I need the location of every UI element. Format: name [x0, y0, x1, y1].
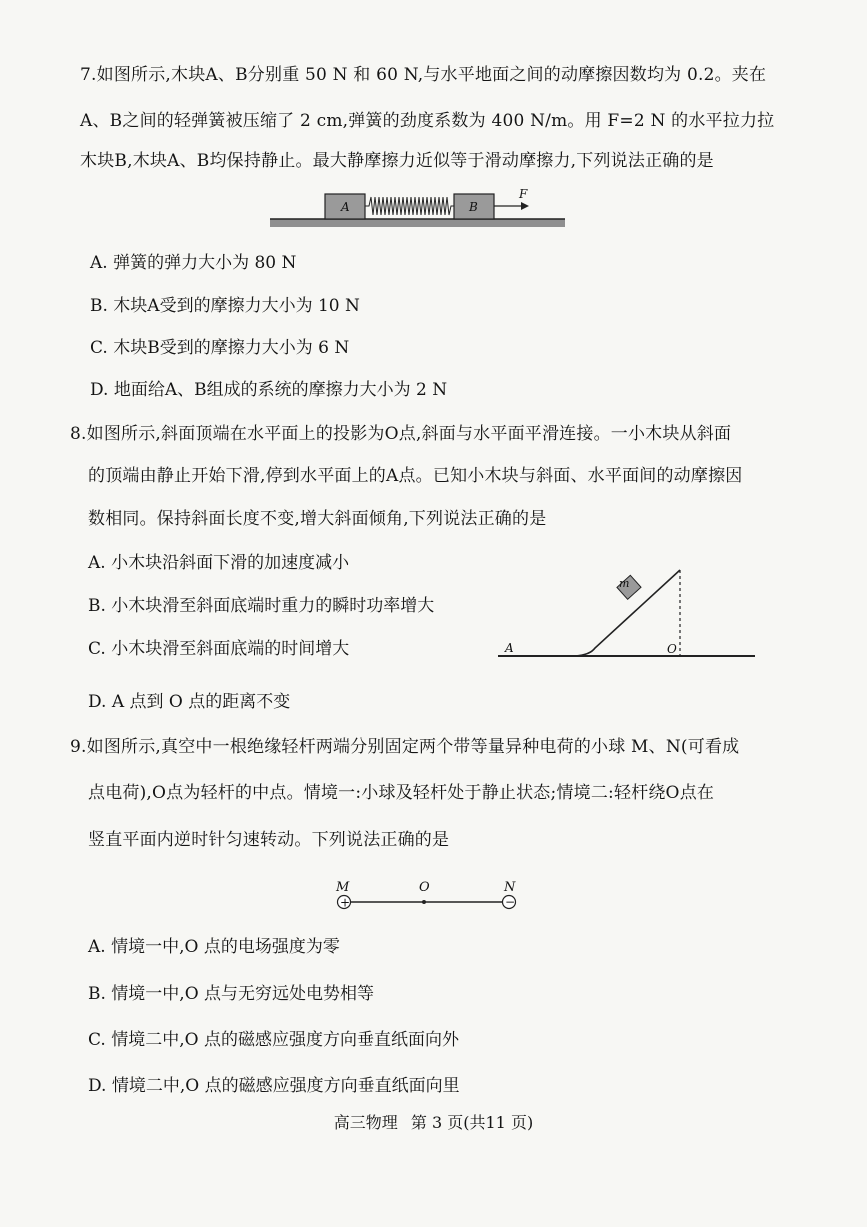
q9-label-m: M — [336, 880, 350, 895]
q7-figure — [265, 182, 570, 230]
q7-spring — [365, 197, 454, 215]
q7-stem-line-2: A、B之间的轻弹簧被压缩了 2 cm,弹簧的劲度系数为 400 N/m。用 F=2 N 的水平拉力拉 — [80, 111, 775, 131]
q9-option-a: A. 情境一中,O 点的电场强度为零 — [88, 937, 340, 957]
q9-option-b: B. 情境一中,O 点与无穷远处电势相等 — [88, 984, 375, 1004]
q9-option-c: C. 情境二中,O 点的磁感应强度方向垂直纸面向外 — [88, 1030, 459, 1050]
q7-stem-line-3: 木块B,木块A、B均保持静止。最大静摩擦力近似等于滑动摩擦力,下列说法正确的是 — [80, 151, 714, 171]
q8-option-d: D. A 点到 O 点的距离不变 — [88, 692, 291, 712]
q9-label-n: N — [504, 880, 516, 895]
q7-label-b: B — [469, 200, 478, 214]
q7-stem-line-1: 7.如图所示,木块A、B分别重 50 N 和 60 N,与水平地面之间的动摩擦因数均为 0.2。夹在 — [80, 65, 767, 85]
q7-option-a: A. 弹簧的弹力大小为 80 N — [90, 253, 297, 273]
q9-minus-sign: − — [505, 895, 516, 909]
q8-label-o: O — [667, 642, 677, 656]
q8-label-a: A — [505, 641, 514, 655]
q7-label-a: A — [341, 200, 350, 214]
q8-figure — [495, 560, 760, 665]
q9-point-o — [422, 900, 426, 904]
q8-option-a: A. 小木块沿斜面下滑的加速度减小 — [88, 553, 350, 573]
footer-page-number: 第 3 页(共11 页) — [410, 1113, 534, 1132]
page-footer — [0, 1113, 867, 1133]
q8-label-m: m — [619, 577, 630, 590]
q7-option-d: D. 地面给A、B组成的系统的摩擦力大小为 2 N — [90, 380, 448, 400]
q9-label-o: O — [419, 880, 430, 895]
q9-stem-line-1: 9.如图所示,真空中一根绝缘轻杆两端分别固定两个带等量异种电荷的小球 M、N(可看成 — [70, 737, 740, 757]
q9-plus-sign: + — [340, 895, 351, 910]
footer-subject: 高三物理 — [333, 1113, 398, 1132]
q8-stem-line-3: 数相同。保持斜面长度不变,增大斜面倾角,下列说法正确的是 — [88, 509, 547, 529]
q7-option-b: B. 木块A受到的摩擦力大小为 10 N — [90, 296, 360, 316]
q9-stem-line-2: 点电荷),O点为轻杆的中点。情境一:小球及轻杆处于静止状态;情境二:轻杆绕O点在 — [88, 783, 715, 803]
q8-option-b: B. 小木块滑至斜面底端时重力的瞬时功率增大 — [88, 596, 435, 616]
q9-figure — [325, 875, 525, 915]
q7-option-c: C. 木块B受到的摩擦力大小为 6 N — [90, 338, 350, 358]
q7-ground — [270, 219, 565, 227]
q8-option-c: C. 小木块滑至斜面底端的时间增大 — [88, 639, 350, 659]
q9-option-d: D. 情境二中,O 点的磁感应强度方向垂直纸面向里 — [88, 1076, 460, 1096]
q8-stem-line-2: 的顶端由静止开始下滑,停到水平面上的A点。已知小木块与斜面、水平面间的动摩擦因 — [88, 466, 743, 486]
q8-stem-line-1: 8.如图所示,斜面顶端在水平面上的投影为O点,斜面与水平面平滑连接。一小木块从斜面 — [70, 424, 732, 444]
q7-label-f: F — [519, 187, 528, 201]
q9-stem-line-3: 竖直平面内逆时针匀速转动。下列说法正确的是 — [88, 830, 450, 850]
